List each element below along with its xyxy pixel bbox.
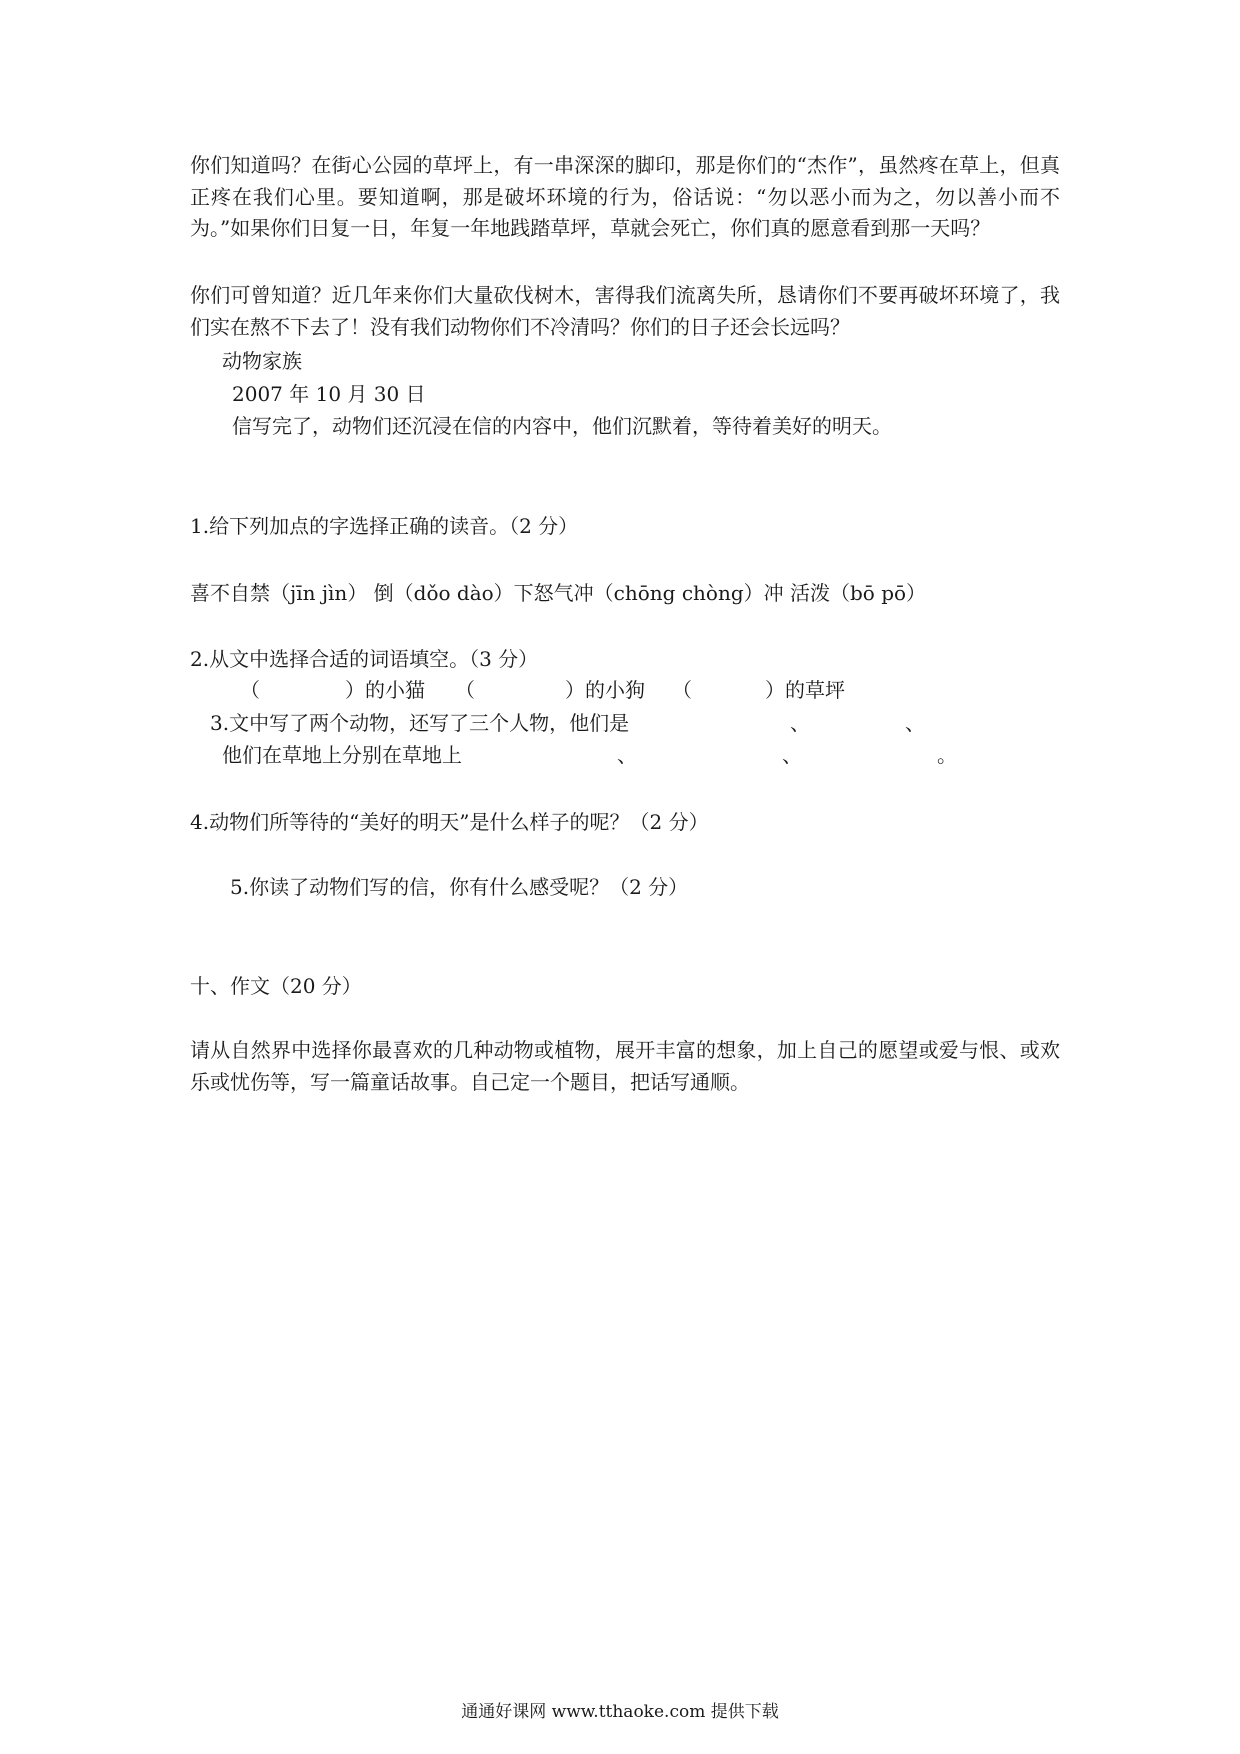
- composition-heading: 十、作文（20 分）: [190, 974, 362, 998]
- passage-paragraph-2: 你们可曾知道？近几年来你们大量砍伐树木，害得我们流离失所，恳请你们不要再破坏环境了，我们实在熬不下去了！没有我们动物你们不冷清吗？你们的日子还会长远吗？: [190, 283, 1060, 339]
- question-2-blank-1-open: （: [240, 678, 260, 702]
- question-3-end: 。: [937, 743, 957, 767]
- question-3-separator-2: 、: [905, 711, 925, 735]
- question-1-prompt: 1.给下列加点的字选择正确的读音。（2 分）: [190, 514, 579, 538]
- letter-date: 2007 年 10 月 30 日: [232, 382, 426, 406]
- question-3-separator-3: 、: [617, 743, 637, 767]
- passage-closing: 信写完了，动物们还沉浸在信的内容中，他们沉默着，等待着美好的明天。: [232, 414, 892, 438]
- question-4-prompt: 4.动物们所等待的“美好的明天”是什么样子的呢？（2 分）: [190, 810, 709, 834]
- question-2-blank-3-close: ）的草坪: [765, 678, 845, 702]
- question-2-blank-2-open: （: [455, 678, 475, 702]
- page-footer: 通通好课网 www.tthaoke.com 提供下载: [461, 1702, 779, 1722]
- composition-instructions: 请从自然界中选择你最喜欢的几种动物或植物，展开丰富的想象，加上自己的愿望或爱与恨、或欢乐或忧伤等，写一篇童话故事。自己定一个题目，把话写通顺。: [190, 1038, 1060, 1094]
- passage-paragraph-1: 你们知道吗？在街心公园的草坪上，有一串深深的脚印，那是你们的“杰作”，虽然疼在草上，但真正疼在我们心里。要知道啊，那是破坏环境的行为，俗话说：“勿以恶小而为之，勿以善小而不为。”如果你们日复一日，年复一年地践踏草坪，草就会死亡，你们真的愿意看到那一天吗？: [190, 153, 1060, 240]
- question-2-prompt: 2.从文中选择合适的词语填空。（3 分）: [190, 647, 539, 671]
- question-2-blank-3-open: （: [672, 678, 692, 702]
- question-2-blank-1-close: ）的小猫: [345, 678, 425, 702]
- question-5-prompt: 5.你读了动物们写的信，你有什么感受呢？（2 分）: [230, 875, 689, 899]
- question-3-separator-1: 、: [790, 711, 810, 735]
- question-3-line-2: 他们在草地上分别在草地上: [222, 743, 462, 767]
- letter-signature: 动物家族: [222, 349, 302, 373]
- question-2-blank-2-close: ）的小狗: [565, 678, 645, 702]
- question-3-separator-4: 、: [782, 743, 802, 767]
- question-1-items: 喜不自禁（jīn jìn） 倒（dǒo dào）下怒气冲（chōng chòng）冲 活泼（bō pō）: [190, 581, 927, 605]
- question-3-prompt: 3.文中写了两个动物，还写了三个人物，他们是: [210, 711, 630, 735]
